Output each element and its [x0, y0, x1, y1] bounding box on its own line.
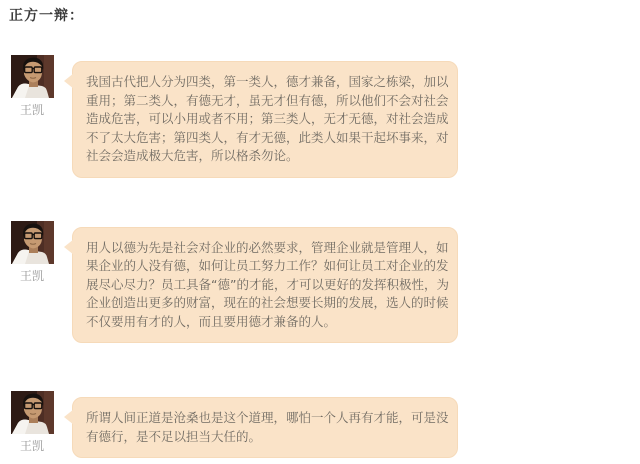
- speaker-column: [10, 55, 54, 117]
- speaker-column: [10, 221, 54, 283]
- speaker-name: 王凯: [19, 103, 44, 117]
- message-row: [10, 55, 640, 178]
- speaker-avatar-photo-icon: [11, 391, 54, 434]
- speaker-column: [10, 391, 54, 453]
- message-text: 用人以德为先是社会对企业的必然要求，管理企业就是管理人，如果企业的人没有德，如何让员工努力工作？如何让员工对企业的发展尽心尽力？员工具备“德”的才能，才可以更好的发挥积极性，为企业创造出更多的财富，现在的社会想要长期的发展，选人的时候不仅要用有才的人，而且要用德才兼备的人。: [86, 239, 449, 329]
- message-text: 所谓人间正道是沧桑也是这个道理，哪怕一个人再有才能，可是没有德行，是不足以担当大任的。: [86, 410, 449, 444]
- bubble-tail: [64, 239, 74, 255]
- speaker-name: 王凯: [19, 268, 44, 283]
- speech-bubble: [72, 397, 458, 458]
- speech-bubble: [72, 227, 458, 344]
- speaker-avatar-photo-icon: [11, 55, 54, 98]
- message-list: [0, 55, 640, 458]
- message-text: 我国古代把人分为四类，第一类人，德才兼备，国家之栋梁，加以重用；第二类人，有德无才，虽无才但有德，所以他们不会对社会造成危害，可以小用或者不用；第三类人，无才无德，对社会造成不了太大危害；第四类人，有才无德，此类人如果干起坏事来，对社会会造成极大危害，所以格杀勿论。: [86, 74, 449, 163]
- message-row: [10, 391, 640, 458]
- speech-bubble: [72, 61, 458, 178]
- bubble-tail: [64, 73, 74, 89]
- message-row: [10, 221, 640, 344]
- speaker-avatar-photo-icon: [11, 221, 54, 264]
- speaker-name: 王凯: [19, 439, 44, 453]
- section-title: 正方一辩：: [9, 8, 84, 24]
- bubble-tail: [64, 409, 74, 425]
